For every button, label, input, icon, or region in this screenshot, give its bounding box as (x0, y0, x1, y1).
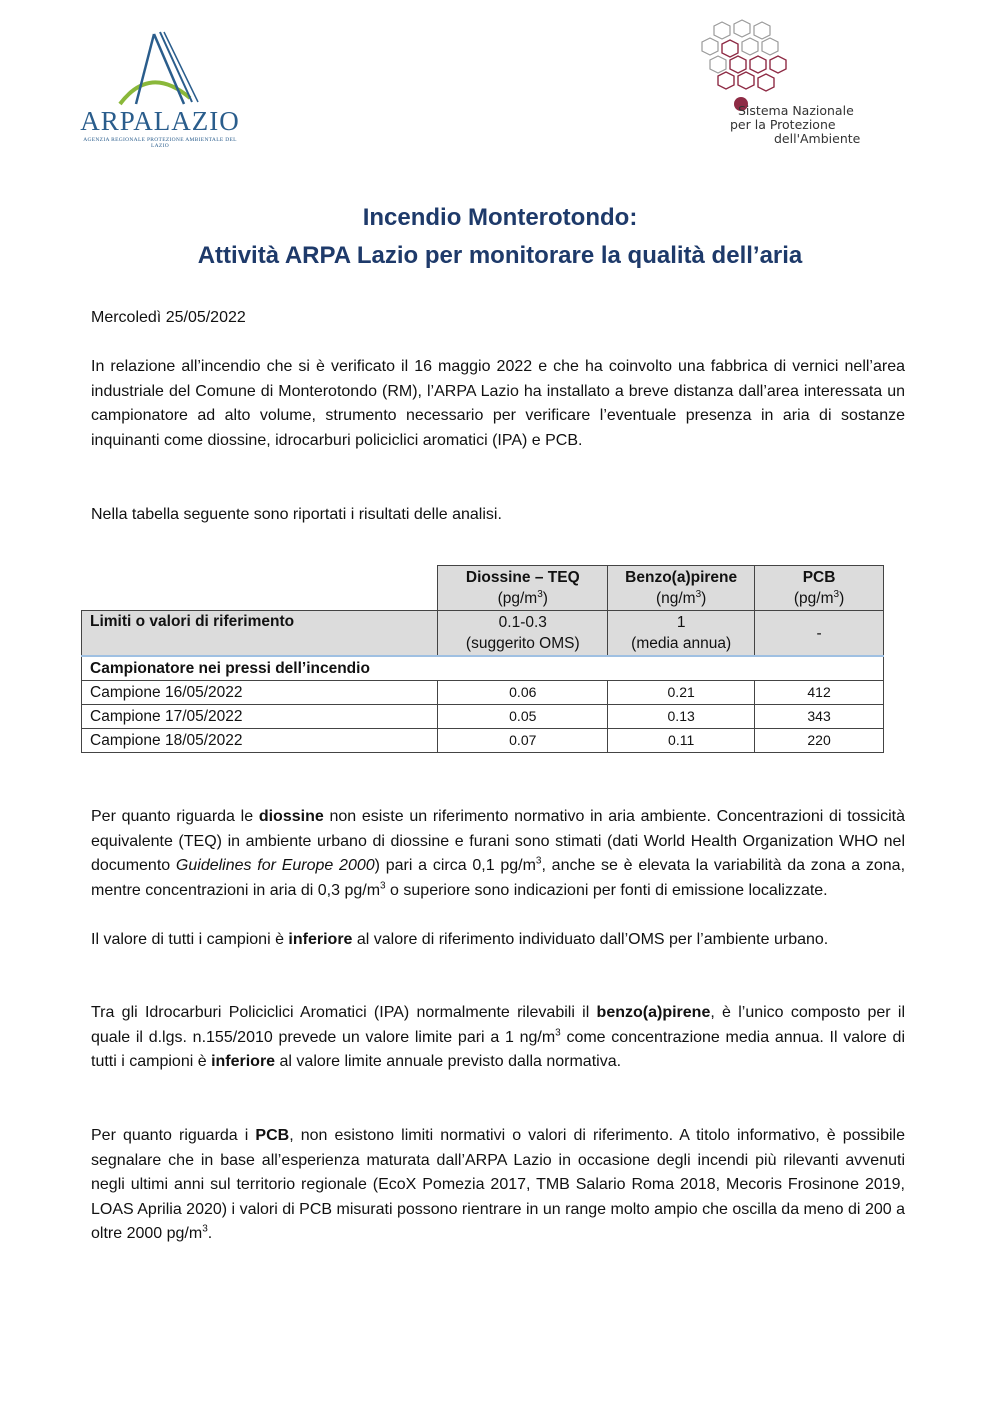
header-pcb: PCB $(pg/m^3)$ (755, 566, 884, 611)
section-row (82, 656, 884, 681)
arpa-logo-subtitle: AGENZIA REGIONALE PROTEZIONE AMBIENTALE DEL LAZIO (83, 137, 237, 149)
arpa-mountain-icon (80, 28, 240, 108)
cell-pcb: 220 (755, 729, 884, 753)
table-row (82, 705, 884, 729)
header-benzopirene: Benzo(a)pirene $(ng/m^3)$ (608, 566, 755, 611)
header-empty-cell (82, 566, 438, 611)
table-row (82, 729, 884, 753)
cell-benzopirene: 0.11 (608, 729, 755, 753)
pcb-paragraph: Per quanto riguarda i PCB, non esistono limiti normativi o valori di riferimento. A titolo informativo, è possibile segnalare che in base all’esperienza maturata dall’ARPA Lazio in occasione degli incendi più rilevanti avvenuti negli ultimi anni sul territorio regionale (EcoX Pomezia 2017, TMB Salario Roma 2018, Mecoris Frosinone 2019, LOAS Aprilia 2020) i valori di PCB misurati possono rientrare in un range molto ampio che oscilla da meno di 200 a oltre 2000 $pg/m^3$. (91, 1127, 905, 1243)
table-row (82, 681, 884, 705)
cell-diossine: 0.05 (438, 705, 608, 729)
diossine-paragraph: Per quanto riguarda le diossine non esiste un riferimento normativo in aria ambiente. Concentrazioni di tossicità equivalente (TEQ) in ambiente urbano di diossine e furani sono stimati (dati World Health Organization WHO nel documento Guidelines for Europe 2000) pari a circa 0,1 $pg/m^3$, anche se è elevata la variabilità da zona a zona, mentre concentrazioni in aria di 0,3 $pg/m^3$ o superiore sono indicazioni per fonti di emissione localizzate. (91, 808, 906, 899)
arpa-logo-text: ARPALAZIO (80, 106, 240, 136)
document-date: Mercoledì 25/05/2022 (91, 309, 246, 326)
cell-pcb: 412 (755, 681, 884, 705)
row-label: Campione 18/05/2022 (82, 729, 438, 753)
snpa-line-3: dell'Ambiente (774, 131, 861, 146)
section-label: Campionatore nei pressi dell’incendio (82, 656, 884, 681)
cell-pcb: 343 (755, 705, 884, 729)
snpa-line-1: Sistema Nazionale (738, 103, 854, 118)
hexagon-cluster-icon (694, 18, 804, 113)
header-diossine: Diossine – TEQ $(pg/m^3)$ (438, 566, 608, 611)
results-table (81, 565, 884, 753)
cell-diossine: 0.06 (438, 681, 608, 705)
page-title-line-1: Incendio Monterotondo: (362, 204, 638, 231)
limit-diossine: 0.1-0.3 (suggerito OMS) (438, 611, 608, 657)
cell-diossine: 0.07 (438, 729, 608, 753)
cell-benzopirene: 0.13 (608, 705, 755, 729)
table-header-row (82, 566, 884, 611)
limit-pcb: - (755, 611, 884, 657)
page-title-line-2: Attività ARPA Lazio per monitorare la qualità dell’aria (197, 242, 803, 269)
limits-label: Limiti o valori di riferimento (82, 611, 438, 657)
cell-benzopirene: 0.21 (608, 681, 755, 705)
snpa-logo (694, 18, 894, 148)
ipa-paragraph: Tra gli Idrocarburi Policiclici Aromatici (IPA) normalmente rilevabili il benzo(a)pirene, è l’unico composto per il quale il d.lgs. n.155/2010 prevede un valore limite pari a 1 $ng/m^3$ come concentrazione media annua. Il valore di tutti i campioni è inferiore al valore limite annuale previsto dalla normativa. (91, 1004, 905, 1071)
arpa-lazio-logo (80, 28, 240, 149)
table-intro: Nella tabella seguente sono riportati i risultati delle analisi. (91, 506, 502, 523)
limit-benzopirene: 1 (media annua) (608, 611, 755, 657)
row-label: Campione 16/05/2022 (82, 681, 438, 705)
snpa-line-2: per la Protezione (730, 117, 836, 132)
intro-paragraph: In relazione all’incendio che si è verificato il 16 maggio 2022 e che ha coinvolto una fabbrica di vernici nell’area industriale del Comune di Monterotondo (RM), l’ARPA Lazio ha installato a breve distanza dall’area interessata un campionatore ad alto volume, strumento necessario per verificare l’eventuale presenza in aria di sostanze inquinanti come diossine, idrocarburi policiclici aromatici (IPA) e PCB. (91, 358, 905, 449)
valore-paragraph: Il valore di tutti i campioni è inferiore al valore di riferimento individuato dall’OMS per l’ambiente urbano. (91, 931, 829, 948)
row-label: Campione 17/05/2022 (82, 705, 438, 729)
limits-row (82, 611, 884, 657)
